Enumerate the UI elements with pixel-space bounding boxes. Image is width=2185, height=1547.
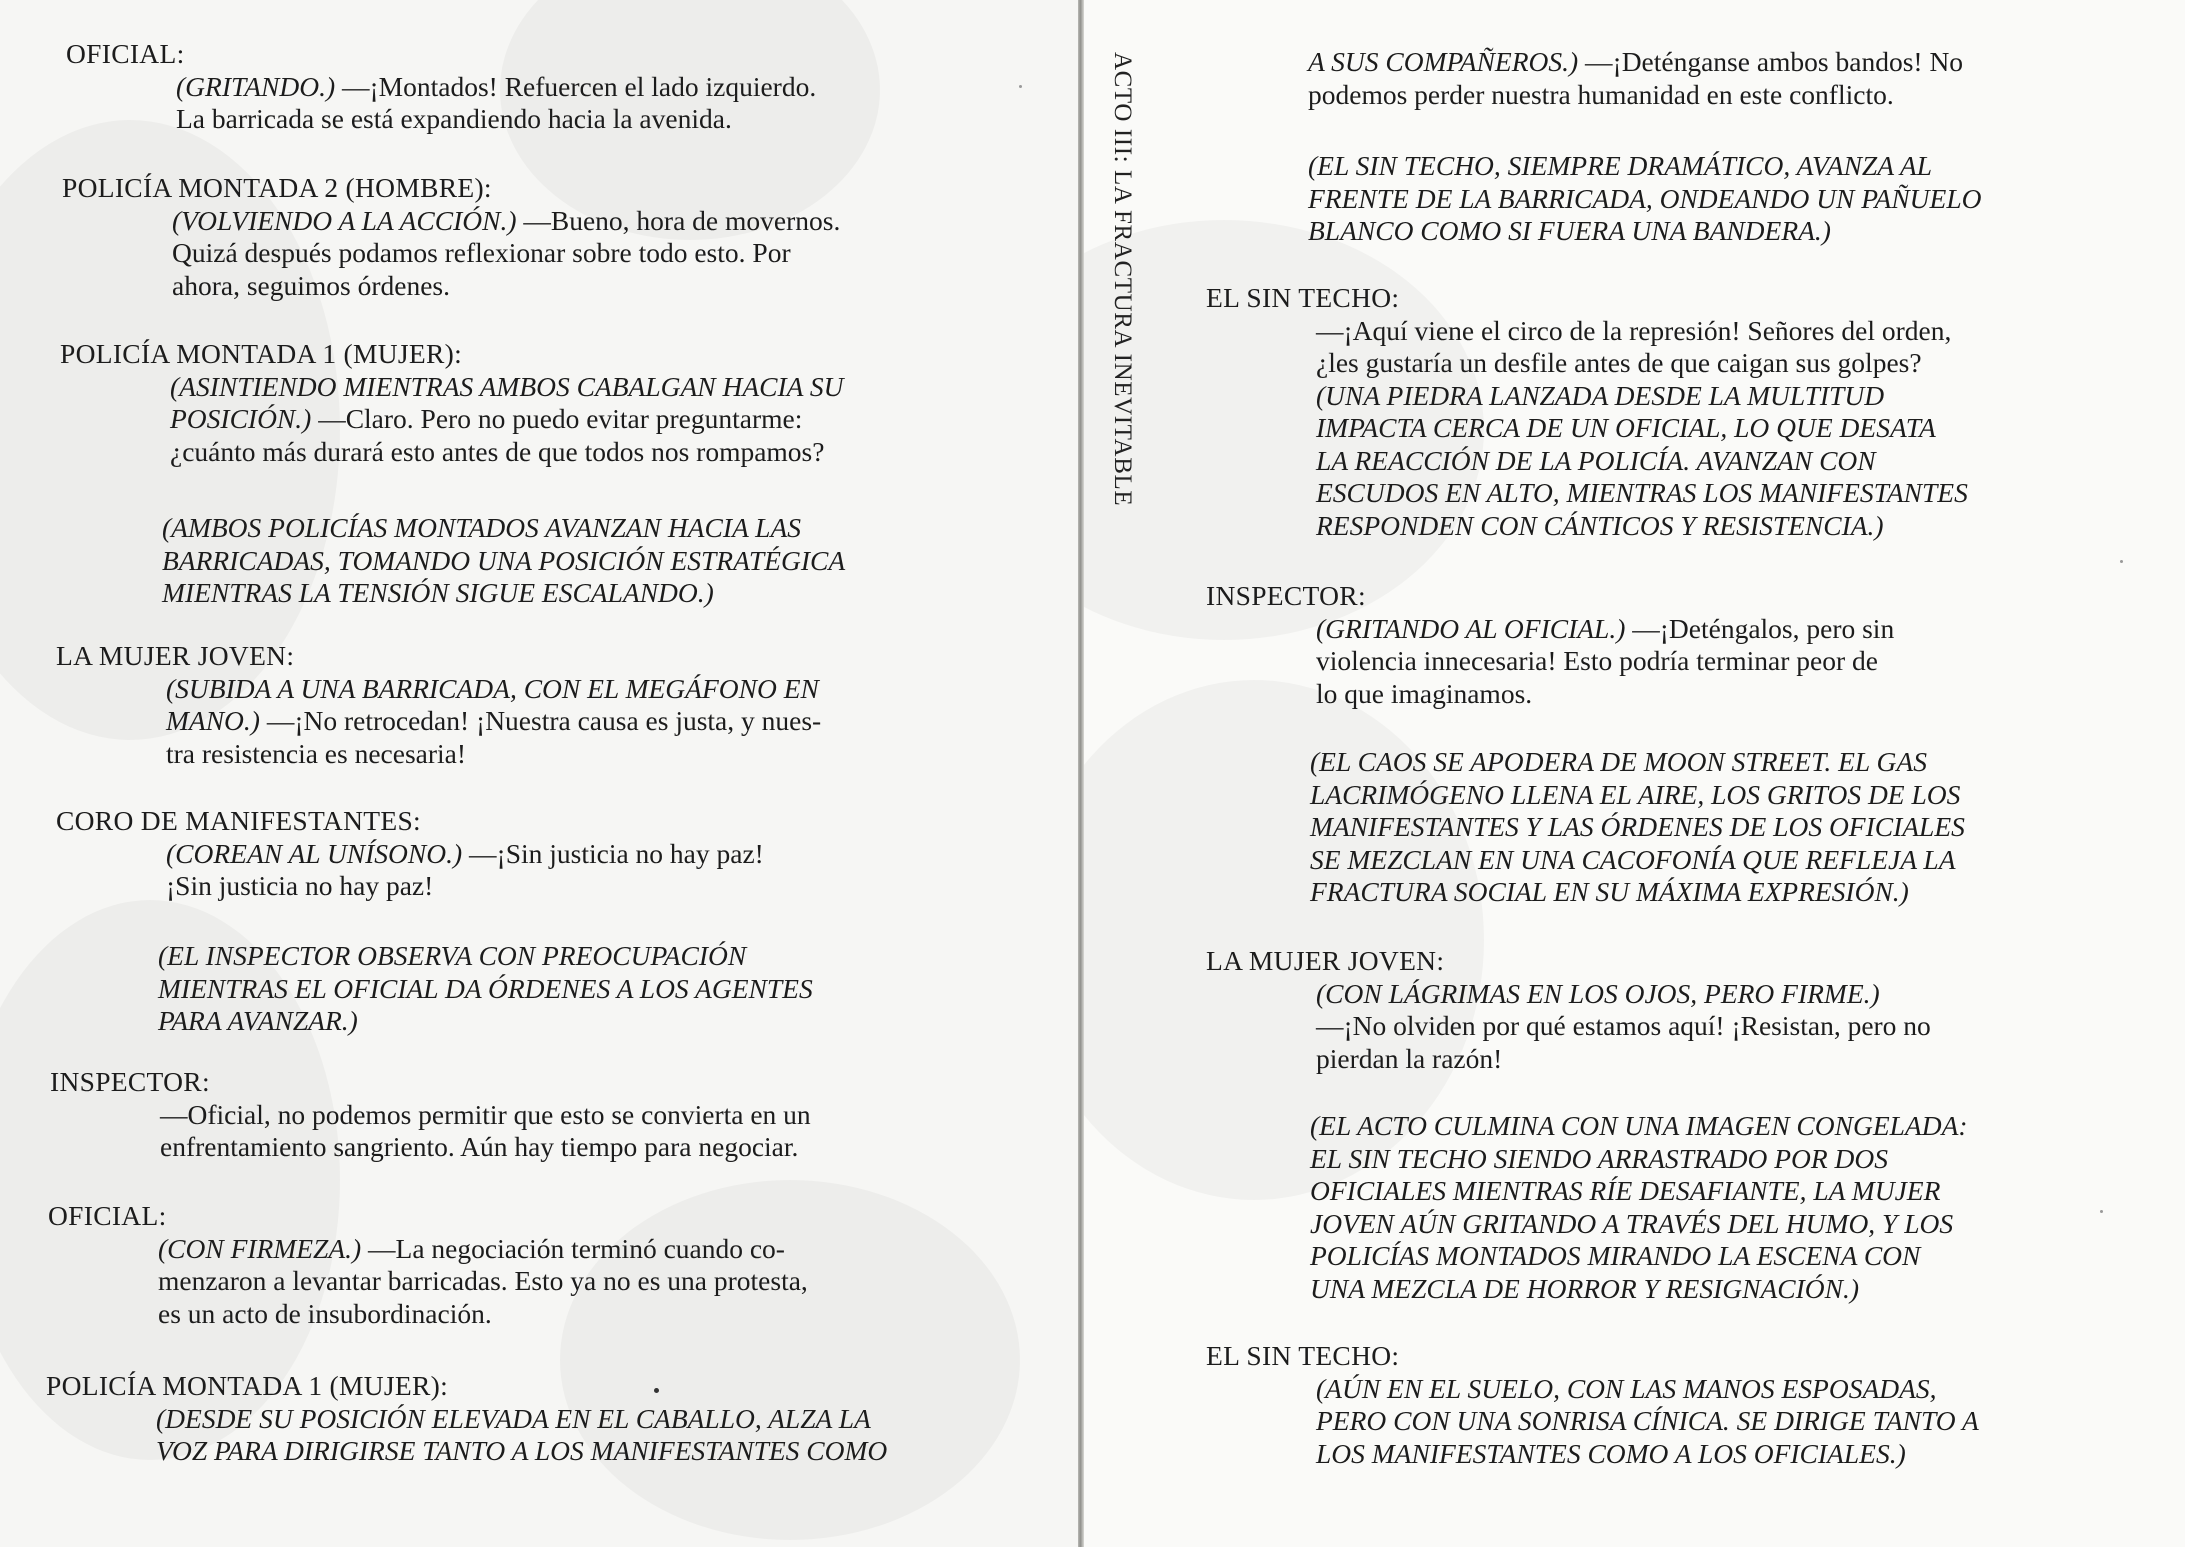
speech-text	[48, 1233, 808, 1331]
speech-line	[1316, 645, 1894, 678]
speaker-name: LA MUJER JOVEN:	[1206, 945, 1445, 976]
parenthetical-direction: (AÚN EN EL SUELO, CON LAS MANOS ESPOSADAS,	[1316, 1372, 1937, 1404]
speech-line	[160, 1099, 811, 1132]
speaker-name: OFICIAL:	[66, 38, 185, 69]
dialogue-text: ¡Sin justicia no hay paz!	[166, 870, 434, 901]
speech-line	[1316, 978, 1931, 1011]
parenthetical-direction: (GRITANDO AL OFICIAL.)	[1316, 612, 1626, 644]
stage-direction-line: MANIFESTANTES Y LAS ÓRDENES DE LOS OFICIALES	[1310, 811, 1965, 842]
parenthetical-direction: MANO.)	[166, 705, 260, 736]
speech-line	[1316, 380, 1968, 413]
speaker-name: INSPECTOR:	[1206, 580, 1366, 611]
parenthetical-direction: (CON FIRMEZA.)	[158, 1232, 362, 1264]
stage-direction-line: JOVEN AÚN GRITANDO A TRAVÉS DEL HUMO, Y LOS	[1310, 1207, 1954, 1239]
dialogue-text: Quizá después podamos reflexionar sobre todo esto. Por	[172, 237, 791, 268]
parenthetical-direction: (VOLVIENDO A LA ACCIÓN.)	[172, 204, 517, 236]
speech-text	[60, 371, 843, 469]
dialogue-block	[50, 1066, 811, 1164]
dialogue-text: ¿cuánto más durará esto antes de que todos nos rompamos?	[170, 435, 825, 467]
speech-line	[1316, 613, 1894, 646]
stage-direction	[1310, 746, 1965, 909]
dialogue-text: menzaron a levantar barricadas. Esto ya no es una protesta,	[158, 1265, 808, 1296]
parenthetical-direction: LOS MANIFESTANTES COMO A LOS OFICIALES.)	[1316, 1437, 1906, 1469]
ink-speck	[2100, 1210, 2103, 1213]
speaker-name: POLICÍA MONTADA 2 (HOMBRE):	[62, 172, 492, 203]
speech-line	[1316, 1043, 1931, 1076]
stage-direction-line: (EL SIN TECHO, SIEMPRE DRAMÁTICO, AVANZA AL	[1308, 150, 1933, 181]
speech-text	[1206, 1373, 1979, 1471]
stage-direction	[1308, 150, 1981, 248]
dialogue-text: —¡No olviden por qué estamos aquí! ¡Resistan, pero no	[1316, 1010, 1931, 1041]
speech-line	[1316, 1438, 1979, 1471]
ink-speck	[2120, 560, 2123, 563]
speech-text	[56, 673, 821, 771]
stage-direction	[158, 940, 813, 1038]
speech-line	[158, 1265, 808, 1298]
dialogue-text: ahora, seguimos órdenes.	[172, 269, 450, 301]
speech-line	[172, 205, 840, 238]
right-page	[1084, 0, 2185, 1547]
stage-direction-line: LACRIMÓGENO LLENA EL AIRE, LOS GRITOS DE LOS	[1310, 778, 1961, 810]
speech-line	[158, 1298, 808, 1331]
dialogue-text: La barricada se está expandiendo hacia la avenida.	[176, 103, 732, 134]
ink-speck	[654, 1388, 659, 1393]
parenthetical-direction: RESPONDEN CON CÁNTICOS Y RESISTENCIA.)	[1316, 509, 1884, 541]
parenthetical-direction: (ASINTIENDO MIENTRAS AMBOS CABALGAN HACIA SU	[170, 370, 844, 402]
speech-line	[1316, 1010, 1931, 1043]
parenthetical-direction: LA REACCIÓN DE LA POLICÍA. AVANZAN CON	[1316, 444, 1876, 476]
stage-direction-line: MIENTRAS LA TENSIÓN SIGUE ESCALANDO.)	[162, 577, 714, 608]
speaker-name: EL SIN TECHO:	[1206, 1340, 1400, 1371]
dialogue-text: violencia innecesaria! Esto podría terminar peor de	[1316, 645, 1878, 676]
dialogue-block	[1206, 1340, 1979, 1470]
speech-line	[160, 1131, 811, 1164]
dialogue-block	[1206, 282, 1968, 542]
dialogue-text: enfrentamiento sangriento. Aún hay tiempo para negociar.	[160, 1131, 799, 1162]
stage-direction-line: FRACTURA SOCIAL EN SU MÁXIMA EXPRESIÓN.)	[1310, 876, 1909, 907]
speech-line	[156, 1435, 887, 1468]
stage-direction-line: POLICÍAS MONTADOS MIRANDO LA ESCENA CON	[1310, 1240, 1921, 1271]
stage-direction-line: BARRICADAS, TOMANDO UNA POSICIÓN ESTRATÉGICA	[162, 544, 846, 576]
speech-line	[166, 705, 821, 738]
speaker-name: POLICÍA MONTADA 1 (MUJER):	[60, 338, 463, 369]
stage-direction-line: PARA AVANZAR.)	[158, 1005, 358, 1036]
stage-direction-line: (EL INSPECTOR OBSERVA CON PREOCUPACIÓN	[158, 940, 747, 971]
running-head: ACTO III: LA FRACTURA INEVITABLE	[1109, 52, 1136, 507]
speech-line	[166, 838, 764, 871]
dialogue-text: lo que imaginamos.	[1316, 677, 1533, 709]
dialogue-block	[56, 805, 764, 903]
stage-direction-line: FRENTE DE LA BARRICADA, ONDEANDO UN PAÑUELO	[1308, 182, 1982, 214]
dialogue-text: —Claro. Pero no puedo evitar preguntarme:	[311, 403, 803, 434]
speaker-name: OFICIAL:	[48, 1200, 167, 1231]
dialogue-text: —¡No retrocedan! ¡Nuestra causa es justa, y nues-	[259, 705, 822, 736]
dialogue-text: —¡Aquí viene el circo de la represión! Señores del orden,	[1316, 314, 1952, 346]
dialogue-block	[62, 172, 840, 302]
stage-direction-line: (EL CAOS SE APODERA DE MOON STREET. EL GAS	[1310, 746, 1927, 777]
speech-line	[1316, 510, 1968, 543]
speech-line	[1316, 1373, 1979, 1406]
speech-text	[1206, 613, 1894, 711]
parenthetical-direction: (DESDE SU POSICIÓN ELEVADA EN EL CABALLO, ALZA LA	[156, 1402, 871, 1434]
dialogue-block	[1206, 580, 1894, 710]
speech-line	[166, 673, 821, 706]
speech-text	[1206, 315, 1968, 543]
dialogue-text: —¡Deténganse ambos bandos! No	[1578, 46, 1964, 77]
stage-direction-line: (EL ACTO CULMINA CON UNA IMAGEN CONGELADA:	[1310, 1110, 1968, 1141]
left-page	[0, 0, 1078, 1547]
parenthetical-direction: (CON LÁGRIMAS EN LOS OJOS, PERO FIRME.)	[1316, 977, 1880, 1009]
parenthetical-direction: A SUS COMPAÑEROS.)	[1308, 46, 1579, 77]
dialogue-text: —¡Deténgalos, pero sin	[1625, 612, 1895, 644]
parenthetical-direction: POSICIÓN.)	[170, 403, 312, 434]
speech-text	[66, 71, 816, 136]
speech-text	[1308, 46, 1963, 111]
speech-line	[1316, 678, 1894, 711]
stage-direction	[162, 512, 845, 610]
speech-text	[1206, 978, 1931, 1076]
stage-direction-line: UNA MEZCLA DE HORROR Y RESIGNACIÓN.)	[1310, 1272, 1859, 1304]
speech-line	[158, 1233, 808, 1266]
parenthetical-direction: IMPACTA CERCA DE UN OFICIAL, LO QUE DESATA	[1316, 412, 1936, 443]
speech-line	[170, 436, 843, 469]
stage-direction-line: BLANCO COMO SI FUERA UNA BANDERA.)	[1308, 215, 1831, 246]
dialogue-text: —¡Montados! Refuercen el lado izquierdo.	[335, 70, 817, 102]
speech-line	[156, 1403, 887, 1436]
speech-line	[1316, 347, 1968, 380]
speaker-name: POLICÍA MONTADA 1 (MUJER):	[46, 1370, 449, 1401]
speaker-name: CORO DE MANIFESTANTES:	[56, 805, 421, 836]
parenthetical-direction: VOZ PARA DIRIGIRSE TANTO A LOS MANIFESTANTES COMO	[156, 1435, 888, 1466]
speech-line	[166, 738, 821, 771]
dialogue-text: —La negociación terminó cuando co-	[361, 1232, 785, 1264]
dialogue-block	[46, 1370, 887, 1468]
dialogue-text: —Oficial, no podemos permitir que esto se convierta en un	[160, 1098, 811, 1130]
dialogue-text: —¡Sin justicia no hay paz!	[462, 837, 764, 869]
ink-speck	[1019, 85, 1022, 88]
speech-line	[176, 71, 816, 104]
speech-text	[62, 205, 840, 303]
stage-direction-line: OFICIALES MIENTRAS RÍE DESAFIANTE, LA MUJER	[1310, 1175, 1941, 1206]
dialogue-block	[1308, 46, 1963, 111]
dialogue-block	[56, 640, 821, 770]
stage-direction-line: SE MEZCLAN EN UNA CACOFONÍA QUE REFLEJA LA	[1310, 843, 1956, 875]
parenthetical-direction: ESCUDOS EN ALTO, MIENTRAS LOS MANIFESTANTES	[1316, 477, 1968, 508]
speech-line	[1316, 412, 1968, 445]
dialogue-text: —Bueno, hora de movernos.	[516, 204, 841, 236]
speech-line	[170, 403, 843, 436]
speech-line	[1316, 315, 1968, 348]
stage-direction-line: EL SIN TECHO SIENDO ARRASTRADO POR DOS	[1310, 1142, 1888, 1174]
parenthetical-direction: (UNA PIEDRA LANZADA DESDE LA MULTITUD	[1316, 379, 1885, 411]
speech-line	[170, 371, 843, 404]
speech-text	[50, 1099, 811, 1164]
speech-line	[172, 270, 840, 303]
speech-line	[176, 103, 816, 136]
speech-line	[1316, 1405, 1979, 1438]
parenthetical-direction: PERO CON UNA SONRISA CÍNICA. SE DIRIGE TANTO A	[1316, 1405, 1979, 1436]
dialogue-block	[60, 338, 843, 468]
speech-line	[166, 870, 764, 903]
speech-text	[46, 1403, 887, 1468]
parenthetical-direction: (GRITANDO.)	[176, 70, 336, 102]
speaker-name: INSPECTOR:	[50, 1066, 210, 1097]
dialogue-text: podemos perder nuestra humanidad en este conflicto.	[1308, 78, 1894, 110]
stage-direction	[1310, 1110, 1968, 1305]
dialogue-block	[1206, 945, 1931, 1075]
parenthetical-direction: (SUBIDA A UNA BARRICADA, CON EL MEGÁFONO EN	[166, 672, 819, 704]
parenthetical-direction: (COREAN AL UNÍSONO.)	[166, 837, 463, 869]
speech-text	[56, 838, 764, 903]
dialogue-block	[66, 38, 816, 136]
speech-line	[172, 237, 840, 270]
stage-direction-line: MIENTRAS EL OFICIAL DA ÓRDENES A LOS AGENTES	[158, 972, 813, 1004]
dialogue-block	[48, 1200, 808, 1330]
stage-direction-line: (AMBOS POLICÍAS MONTADOS AVANZAN HACIA LAS	[162, 512, 801, 543]
speech-line	[1316, 445, 1968, 478]
dialogue-text: tra resistencia es necesaria!	[166, 737, 467, 769]
speech-line	[1308, 79, 1963, 112]
dialogue-text: ¿les gustaría un desfile antes de que caigan sus golpes?	[1316, 347, 1922, 378]
speaker-name: EL SIN TECHO:	[1206, 282, 1400, 313]
speech-line	[1308, 46, 1963, 79]
dialogue-text: es un acto de insubordinación.	[158, 1297, 492, 1329]
dialogue-text: pierdan la razón!	[1316, 1042, 1503, 1074]
speaker-name: LA MUJER JOVEN:	[56, 640, 295, 671]
speech-line	[1316, 477, 1968, 510]
